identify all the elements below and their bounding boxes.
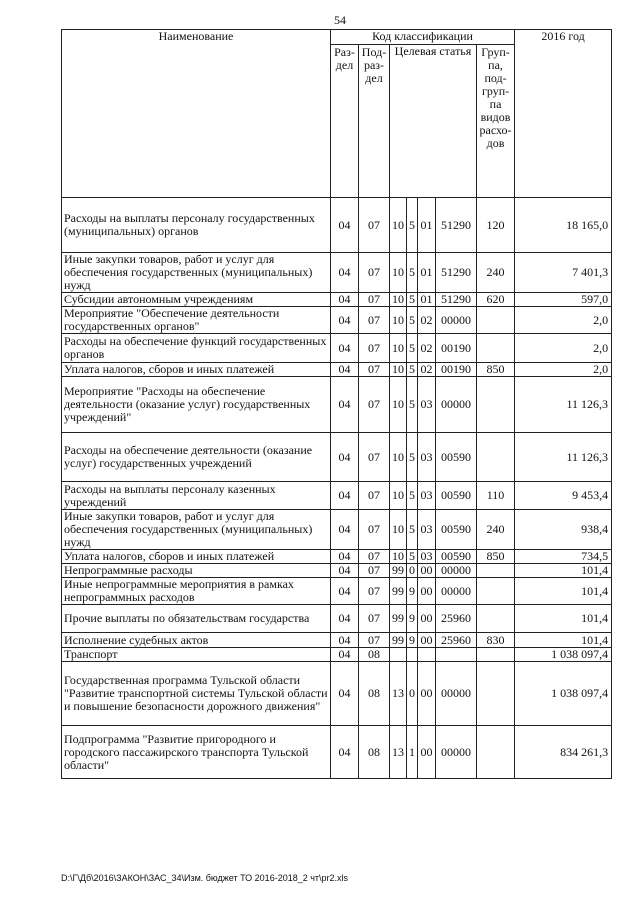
row-podrazdel: 07: [359, 550, 390, 564]
row-amount: 7 401,3: [515, 253, 612, 293]
row-podrazdel: 08: [359, 662, 390, 726]
row-target-event: 00: [418, 726, 436, 779]
row-name: Иные закупки товаров, работ и услуг для обеспечения государственных (муниципальных) нужд: [62, 253, 331, 293]
row-target-direction: 00000: [436, 726, 477, 779]
row-amount: 11 126,3: [515, 433, 612, 482]
row-name: Мероприятие "Обеспечение деятельности государственных органов": [62, 307, 331, 334]
row-target-event: 00: [418, 564, 436, 578]
row-razdel: 04: [331, 363, 359, 377]
table-row: [62, 510, 612, 550]
row-target-direction: 00590: [436, 482, 477, 510]
header-year: 2016 год: [515, 30, 612, 198]
table-row: [62, 433, 612, 482]
row-expense-type: 120: [477, 198, 515, 253]
row-razdel: 04: [331, 253, 359, 293]
file-path-footer: D:\Г\Дб\2016\ЗАКОН\ЗАС_34\Изм. бюджет ТО 2016-2018_2 чт\pr2.xls: [61, 873, 349, 883]
row-expense-type: [477, 334, 515, 363]
row-target-event: 03: [418, 550, 436, 564]
row-target-direction: 00190: [436, 363, 477, 377]
header-razdel: Раз- дел: [331, 45, 359, 198]
row-target-direction: 00590: [436, 510, 477, 550]
row-target-event: [418, 648, 436, 662]
row-expense-type: 240: [477, 510, 515, 550]
row-target-subprogram: 9: [407, 633, 418, 648]
row-podrazdel: 07: [359, 253, 390, 293]
row-name: Транспорт: [62, 648, 331, 662]
table-row: [62, 377, 612, 433]
row-expense-type: [477, 726, 515, 779]
row-target-subprogram: [407, 648, 418, 662]
row-target-program: 10: [390, 482, 407, 510]
row-podrazdel: 07: [359, 198, 390, 253]
row-target-program: [390, 648, 407, 662]
header-group: Груп- па, под- груп- па видов расхо- дов: [477, 45, 515, 198]
row-target-direction: 25960: [436, 605, 477, 633]
row-target-direction: 51290: [436, 293, 477, 307]
row-target-program: 13: [390, 726, 407, 779]
row-amount: 18 165,0: [515, 198, 612, 253]
row-expense-type: 830: [477, 633, 515, 648]
row-target-subprogram: 5: [407, 482, 418, 510]
row-name: Подпрограмма "Развитие пригородного и городского пассажирского транспорта Тульской области": [62, 726, 331, 779]
header-podrazdel: Под- раз- дел: [359, 45, 390, 198]
row-amount: 101,4: [515, 564, 612, 578]
row-name: Расходы на обеспечение функций государственных органов: [62, 334, 331, 363]
row-amount: 2,0: [515, 363, 612, 377]
row-podrazdel: 07: [359, 307, 390, 334]
table-row: [62, 253, 612, 293]
row-razdel: 04: [331, 433, 359, 482]
row-target-subprogram: 0: [407, 564, 418, 578]
row-razdel: 04: [331, 307, 359, 334]
header-target: Целевая статья: [390, 45, 477, 198]
row-target-event: 00: [418, 578, 436, 605]
row-expense-type: [477, 377, 515, 433]
row-podrazdel: 07: [359, 605, 390, 633]
row-target-event: 03: [418, 482, 436, 510]
row-target-direction: 25960: [436, 633, 477, 648]
row-expense-type: 110: [477, 482, 515, 510]
row-podrazdel: 07: [359, 482, 390, 510]
row-expense-type: 620: [477, 293, 515, 307]
row-razdel: 04: [331, 648, 359, 662]
row-target-subprogram: 5: [407, 334, 418, 363]
row-target-subprogram: 5: [407, 293, 418, 307]
table-row: [62, 198, 612, 253]
row-target-program: 10: [390, 307, 407, 334]
table-row: [62, 633, 612, 648]
row-target-program: 10: [390, 334, 407, 363]
row-target-direction: [436, 648, 477, 662]
row-expense-type: [477, 578, 515, 605]
row-expense-type: [477, 605, 515, 633]
row-expense-type: [477, 433, 515, 482]
row-amount: 101,4: [515, 578, 612, 605]
header-row-top: [62, 30, 612, 45]
row-target-program: 10: [390, 293, 407, 307]
row-target-subprogram: 5: [407, 253, 418, 293]
table-row: [62, 334, 612, 363]
table-row: [62, 662, 612, 726]
table-row: [62, 605, 612, 633]
row-razdel: 04: [331, 564, 359, 578]
row-target-subprogram: 5: [407, 550, 418, 564]
row-target-event: 01: [418, 293, 436, 307]
row-name: Субсидии автономным учреждениям: [62, 293, 331, 307]
row-target-program: 10: [390, 377, 407, 433]
row-podrazdel: 07: [359, 433, 390, 482]
row-target-direction: 00590: [436, 433, 477, 482]
row-target-program: 10: [390, 363, 407, 377]
table-row: [62, 293, 612, 307]
table-row: [62, 482, 612, 510]
row-target-event: 01: [418, 253, 436, 293]
row-target-subprogram: 5: [407, 433, 418, 482]
row-target-subprogram: 5: [407, 198, 418, 253]
row-target-direction: 00190: [436, 334, 477, 363]
row-name: Иные непрограммные мероприятия в рамках непрограммных расходов: [62, 578, 331, 605]
row-target-subprogram: 1: [407, 726, 418, 779]
row-podrazdel: 07: [359, 510, 390, 550]
row-target-program: 13: [390, 662, 407, 726]
row-expense-type: [477, 307, 515, 334]
row-target-event: 00: [418, 605, 436, 633]
row-razdel: 04: [331, 510, 359, 550]
row-amount: 1 038 097,4: [515, 648, 612, 662]
table-row: [62, 578, 612, 605]
row-target-direction: 51290: [436, 198, 477, 253]
row-target-program: 10: [390, 198, 407, 253]
table-row: [62, 564, 612, 578]
row-target-subprogram: 5: [407, 363, 418, 377]
row-target-program: 99: [390, 633, 407, 648]
row-razdel: 04: [331, 578, 359, 605]
row-podrazdel: 07: [359, 633, 390, 648]
row-podrazdel: 07: [359, 578, 390, 605]
row-amount: 597,0: [515, 293, 612, 307]
row-name: Мероприятие "Расходы на обеспечение деятельности (оказание услуг) государственных учреждений": [62, 377, 331, 433]
row-target-event: 01: [418, 198, 436, 253]
row-amount: 1 038 097,4: [515, 662, 612, 726]
row-podrazdel: 07: [359, 363, 390, 377]
row-razdel: 04: [331, 377, 359, 433]
row-target-event: 00: [418, 662, 436, 726]
row-expense-type: [477, 648, 515, 662]
row-amount: 101,4: [515, 605, 612, 633]
row-podrazdel: 07: [359, 334, 390, 363]
table-row: [62, 550, 612, 564]
row-expense-type: 850: [477, 363, 515, 377]
row-target-subprogram: 0: [407, 662, 418, 726]
row-target-direction: 00000: [436, 564, 477, 578]
row-target-program: 10: [390, 253, 407, 293]
row-name: Расходы на обеспечение деятельности (оказание услуг) государственных учреждений: [62, 433, 331, 482]
row-target-subprogram: 5: [407, 377, 418, 433]
row-target-direction: 00000: [436, 377, 477, 433]
row-name: Расходы на выплаты персоналу казенных учреждений: [62, 482, 331, 510]
row-target-direction: 00590: [436, 550, 477, 564]
row-target-subprogram: 9: [407, 605, 418, 633]
row-podrazdel: 08: [359, 726, 390, 779]
row-target-event: 00: [418, 633, 436, 648]
row-target-event: 02: [418, 307, 436, 334]
row-name: Исполнение судебных актов: [62, 633, 331, 648]
row-razdel: 04: [331, 633, 359, 648]
row-razdel: 04: [331, 482, 359, 510]
row-expense-type: [477, 662, 515, 726]
table-row: [62, 363, 612, 377]
table-row: [62, 726, 612, 779]
row-target-direction: 00000: [436, 307, 477, 334]
row-target-subprogram: 5: [407, 307, 418, 334]
row-amount: 734,5: [515, 550, 612, 564]
row-amount: 938,4: [515, 510, 612, 550]
row-razdel: 04: [331, 293, 359, 307]
table-row: [62, 307, 612, 334]
row-target-event: 03: [418, 433, 436, 482]
row-target-program: 99: [390, 578, 407, 605]
row-target-program: 10: [390, 510, 407, 550]
row-target-subprogram: 5: [407, 510, 418, 550]
row-target-event: 03: [418, 377, 436, 433]
row-target-direction: 00000: [436, 662, 477, 726]
page-number: 54: [334, 13, 346, 27]
row-expense-type: 850: [477, 550, 515, 564]
row-amount: 101,4: [515, 633, 612, 648]
row-razdel: 04: [331, 198, 359, 253]
row-amount: 2,0: [515, 307, 612, 334]
row-target-program: 10: [390, 550, 407, 564]
row-amount: 9 453,4: [515, 482, 612, 510]
budget-table: [61, 29, 612, 779]
row-name: Прочие выплаты по обязательствам государства: [62, 605, 331, 633]
row-name: Непрограммные расходы: [62, 564, 331, 578]
row-podrazdel: 07: [359, 293, 390, 307]
row-expense-type: [477, 564, 515, 578]
row-razdel: 04: [331, 605, 359, 633]
row-podrazdel: 07: [359, 564, 390, 578]
row-amount: 11 126,3: [515, 377, 612, 433]
row-amount: 834 261,3: [515, 726, 612, 779]
row-target-program: 99: [390, 605, 407, 633]
row-podrazdel: 07: [359, 377, 390, 433]
header-code: Код классификации: [331, 30, 515, 45]
row-name: Уплата налогов, сборов и иных платежей: [62, 363, 331, 377]
row-target-program: 10: [390, 433, 407, 482]
row-name: Расходы на выплаты персоналу государственных (муниципальных) органов: [62, 198, 331, 253]
row-target-event: 02: [418, 334, 436, 363]
header-name: Наименование: [62, 30, 331, 198]
row-expense-type: 240: [477, 253, 515, 293]
row-amount: 2,0: [515, 334, 612, 363]
row-razdel: 04: [331, 550, 359, 564]
row-target-direction: 00000: [436, 578, 477, 605]
row-target-event: 02: [418, 363, 436, 377]
row-target-event: 03: [418, 510, 436, 550]
row-razdel: 04: [331, 726, 359, 779]
row-name: Уплата налогов, сборов и иных платежей: [62, 550, 331, 564]
row-target-subprogram: 9: [407, 578, 418, 605]
table-row: [62, 648, 612, 662]
row-name: Государственная программа Тульской области "Развитие транспортной системы Тульской области и повышение безопасности дорожного движения": [62, 662, 331, 726]
row-podrazdel: 08: [359, 648, 390, 662]
row-name: Иные закупки товаров, работ и услуг для обеспечения государственных (муниципальных) нужд: [62, 510, 331, 550]
row-razdel: 04: [331, 662, 359, 726]
row-razdel: 04: [331, 334, 359, 363]
row-target-direction: 51290: [436, 253, 477, 293]
row-target-program: 99: [390, 564, 407, 578]
